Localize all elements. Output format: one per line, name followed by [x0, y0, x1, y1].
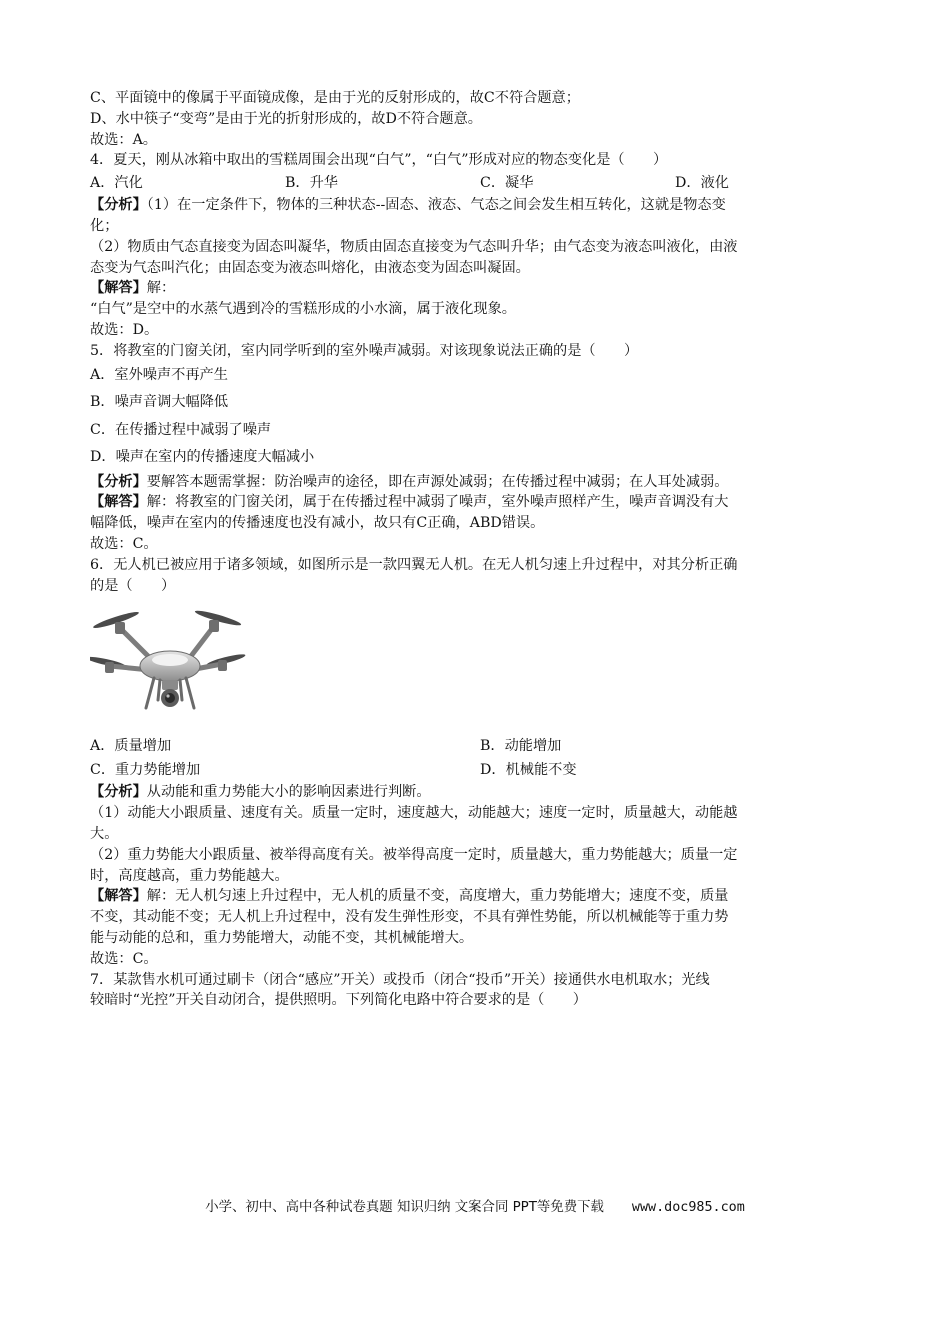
- q4-option-b: B．升华: [285, 175, 338, 192]
- q6-stem-line-1: 6．无人机已被应用于诸多领域，如图所示是一款四翼无人机。在无人机匀速上升过程中，对其分析正确: [90, 556, 738, 573]
- q4-option-c: C．凝华: [480, 175, 534, 192]
- q6-option-a: A．质量增加: [90, 738, 172, 755]
- q4-analysis-line-4: 态变为气态叫汽化；由固态变为液态叫熔化，由液态变为固态叫凝固。: [90, 259, 530, 276]
- q5-analysis-label: 【分析】: [90, 473, 147, 490]
- q6-solution-line-2: 能与动能的总和，重力势能增大，动能不变，其机械能增大。: [90, 929, 474, 946]
- q4-analysis-line-3: （2）物质由气态直接变为固态叫凝华，物质由固态直接变为气态叫升华；由气态变为液态叫液化，由液: [90, 238, 738, 255]
- q6-analysis-line-3: （2）重力势能大小跟质量、被举得高度有关。被举得高度一定时，质量越大，重力势能越大；质量一定: [90, 846, 738, 863]
- q6-option-d: D．机械能不变: [480, 762, 577, 779]
- q5-solution-label: 【解答】: [90, 494, 147, 511]
- q6-solution-line-1: 不变，其动能不变；无人机上升过程中，没有发生弹性形变，不具有弹性势能，所以机械能等于重力势: [90, 909, 729, 926]
- document-body: [90, 88, 870, 1011]
- q5-analysis: 【分析】要解答本题需掌握：防治噪声的途径，即在声源处减弱；在传播过程中减弱；在人耳处减弱。: [90, 473, 729, 490]
- q6-answer: 故选：C。: [90, 950, 158, 967]
- q5-solution: 【解答】解：将教室的门窗关闭，属于在传播过程中减弱了噪声，室外噪声照样产生，噪声音调没有大: [90, 494, 729, 511]
- q5-option-d: D．噪声在室内的传播速度大幅减小: [90, 449, 315, 466]
- q6-options-row-2: [90, 758, 870, 782]
- q6-option-b: B．动能增加: [480, 738, 562, 755]
- q5-solution-cont: 幅降低，噪声在室内的传播速度也没有减小，故只有C正确，ABD错误。: [90, 515, 545, 532]
- page-footer: [0, 1196, 950, 1215]
- q6-solution-label: 【解答】: [90, 888, 147, 905]
- quadcopter-drone-image: [90, 604, 250, 726]
- q5-answer: 故选：C。: [90, 535, 158, 552]
- q4-answer: 故选：D。: [90, 321, 159, 338]
- footer-text: 小学、初中、高中各种试卷真题 知识归纳 文案合同 PPT等免费下载: [205, 1200, 604, 1215]
- q4-analysis-line-1: 【分析】（1）在一定条件下，物体的三种状态--固态、液态、气态之间会发生相互转化，这就是物态变: [90, 197, 726, 214]
- q6-solution: 【解答】解：无人机匀速上升过程中，无人机的质量不变，高度增大，重力势能增大；速度不变，质量: [90, 888, 729, 905]
- q4-option-a: A．汽化: [90, 175, 143, 192]
- q4-options: [90, 171, 870, 195]
- q6-analysis-label: 【分析】: [90, 784, 147, 801]
- q6-analysis: 【分析】从动能和重力势能大小的影响因素进行判断。: [90, 784, 431, 801]
- q4-solution-line-1: “白气”是空中的水蒸气遇到冷的雪糕形成的小水滴，属于液化现象。: [90, 301, 516, 318]
- q4-solution-head: 【解答】解：: [90, 280, 176, 297]
- q5-option-b: B．噪声音调大幅降低: [90, 394, 229, 411]
- prev-answer: 故选：A。: [90, 131, 157, 148]
- q7-stem-line-1: 7．某款售水机可通过刷卡（闭合“感应”开关）或投币（闭合“投币”开关）接通供水电机取水；光线: [90, 971, 710, 988]
- q6-option-c: C．重力势能增加: [90, 762, 201, 779]
- prev-option-c-text: C、平面镜中的像属于平面镜成像，是由于光的反射形成的，故C不符合题意；: [90, 90, 580, 106]
- q4-solution-label: 【解答】: [90, 280, 147, 297]
- q5-option-c: C．在传播过程中减弱了噪声: [90, 421, 272, 438]
- q4-analysis-label: 【分析】: [90, 197, 147, 214]
- footer-url: www.doc985.com: [631, 1200, 745, 1215]
- q4-option-d: D．液化: [675, 175, 729, 192]
- q6-stem-line-2: 的是（ ）: [90, 577, 176, 594]
- q6-analysis-line-4: 时，高度越高，重力势能越大。: [90, 867, 289, 884]
- prev-option-d-text: D、水中筷子“变弯”是由于光的折射形成的，故D不符合题意。: [90, 110, 482, 127]
- q7-stem-line-2: 较暗时“光控”开关自动闭合，提供照明。下列简化电路中符合要求的是（ ）: [90, 992, 587, 1009]
- q6-analysis-line-2: 大。: [90, 825, 119, 842]
- q5-option-a: A．室外噪声不再产生: [90, 366, 228, 383]
- q6-options-row-1: [90, 734, 870, 758]
- q5-stem: 5．将教室的门窗关闭，室内同学听到的室外噪声减弱。对该现象说法正确的是（ ）: [90, 342, 639, 359]
- q6-analysis-line-1: （1）动能大小跟质量、速度有关。质量一定时，速度越大，动能越大；速度一定时，质量越大，动能越: [90, 805, 738, 822]
- q4-stem: 4．夏天，刚从冰箱中取出的雪糕周围会出现“白气”，“白气”形成对应的物态变化是（ ）: [90, 152, 668, 169]
- q4-analysis-line-2: 化；: [90, 217, 119, 234]
